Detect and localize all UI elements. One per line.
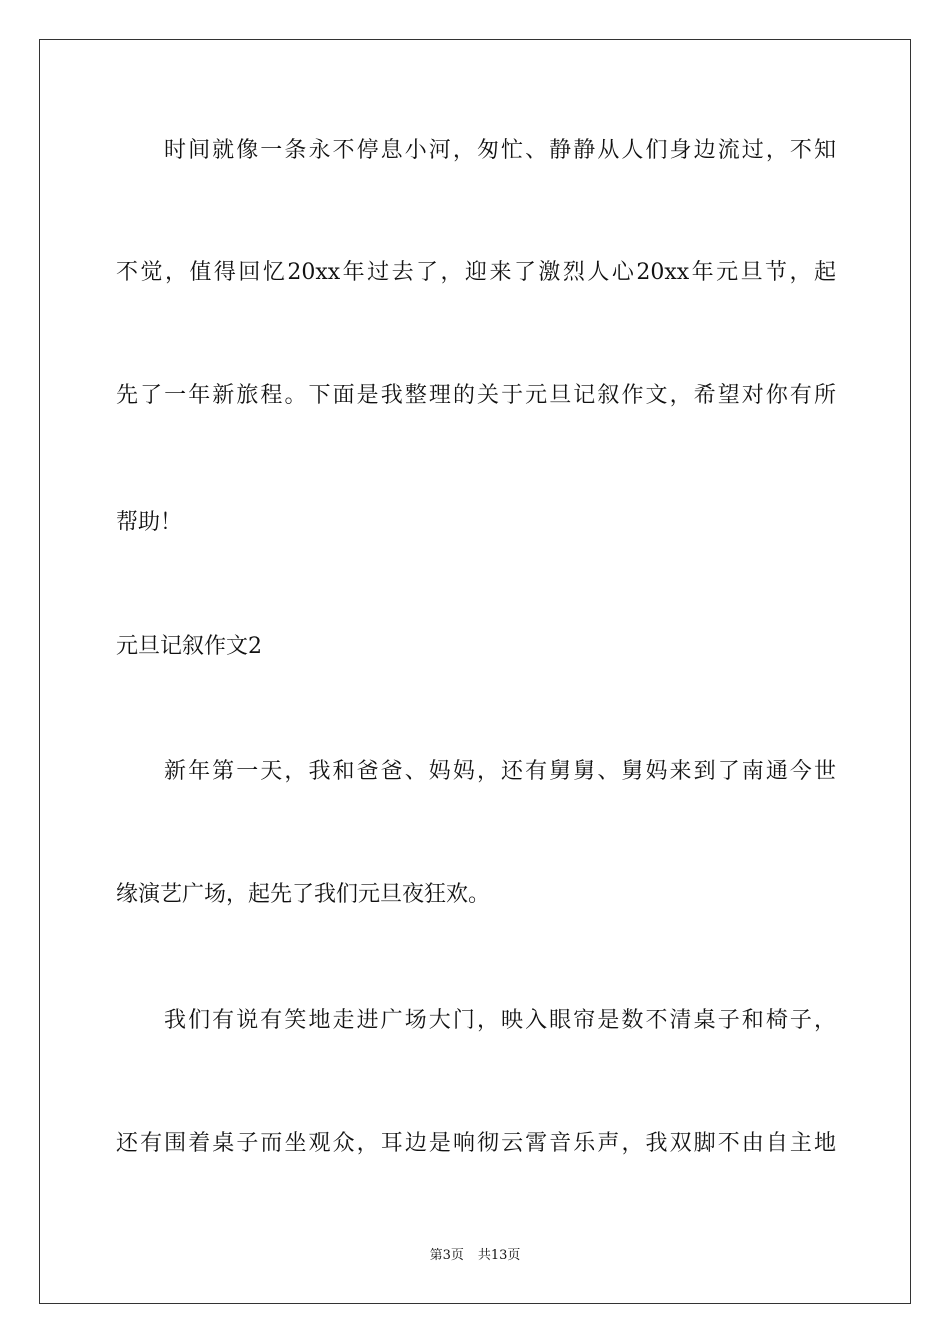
section-heading: 元旦记叙作文2 <box>116 634 262 659</box>
paragraph-1-line-4: 帮助！ <box>116 510 183 535</box>
page-total: 共13页 <box>477 1248 521 1263</box>
paragraph-1-line-3: 先了一年新旅程。下面是我整理的关于元旦记叙作文，希望对你有所 <box>116 383 836 408</box>
page-border <box>39 39 911 1304</box>
page-footer <box>0 1247 950 1265</box>
page-number: 第3页 <box>429 1248 464 1263</box>
paragraph-3-line-2: 还有围着桌子而坐观众，耳边是响彻云霄音乐声，我双脚不由自主地 <box>116 1131 836 1156</box>
paragraph-3-line-1: 我们有说有笑地走进广场大门，映入眼帘是数不清桌子和椅子， <box>164 1008 836 1033</box>
paragraph-1-line-1: 时间就像一条永不停息小河，匆忙、静静从人们身边流过，不知 <box>164 138 836 163</box>
paragraph-2-line-2: 缘演艺广场，起先了我们元旦夜狂欢。 <box>116 882 491 907</box>
paragraph-1-line-2: 不觉，值得回忆20xx年过去了，迎来了激烈人心20xx年元旦节，起 <box>116 260 836 285</box>
paragraph-2-line-1: 新年第一天，我和爸爸、妈妈，还有舅舅、舅妈来到了南通今世 <box>164 759 836 784</box>
